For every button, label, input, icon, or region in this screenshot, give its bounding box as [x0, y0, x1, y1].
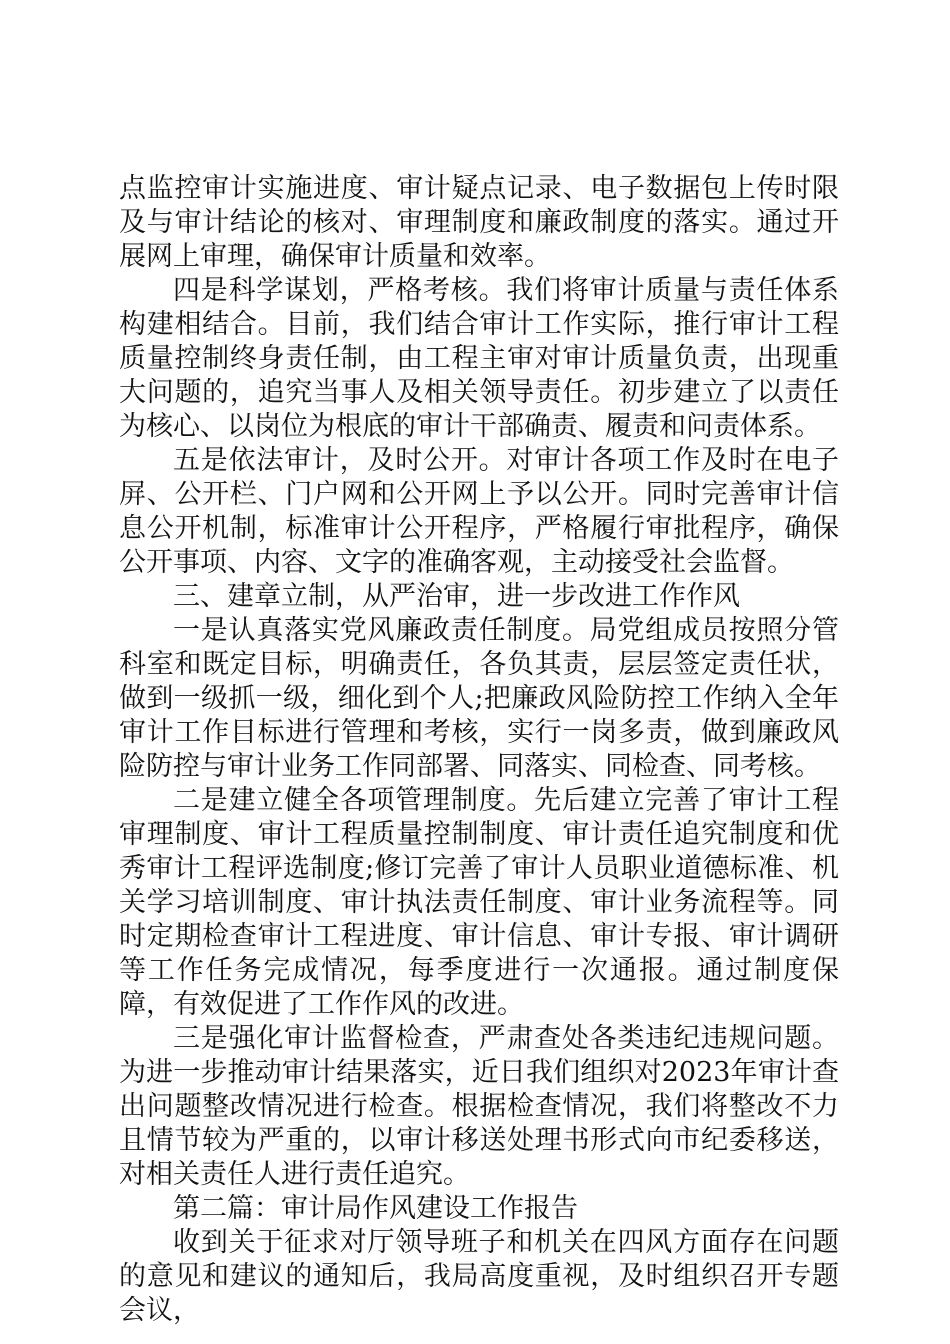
document-body	[119, 172, 839, 1328]
paragraph: 点监控审计实施进度、审计疑点记录、电子数据包上传时限及与审计结论的核对、审理制度和廉政制度的落实。通过开展网上审理，确保审计质量和效率。	[119, 173, 839, 272]
paragraph: 五是依法审计，及时公开。对审计各项工作及时在电子屏、公开栏、门户网和公开网上予以公开。同时完善审计信息公开机制，标准审计公开程序，严格履行审批程序，确保公开事项、内容、文字的准确客观，主动接受社会监督。	[119, 445, 839, 578]
paragraph: 收到关于征求对厅领导班子和机关在四风方面存在问题的意见和建议的通知后，我局高度重视，及时组织召开专题会议，	[119, 1227, 839, 1326]
paragraph: 二是建立健全各项管理制度。先后建立完善了审计工程审理制度、审计工程质量控制制度、审计责任追究制度和优秀审计工程评选制度;修订完善了审计人员职业道德标准、机关学习培训制度、审计执法责任制度、审计业务流程等。同时定期检查审计工程进度、审计信息、审计专报、审计调研等工作任务完成情况，每季度进行一次通报。通过制度保障，有效促进了工作作风的改进。	[119, 785, 839, 1020]
section-heading: 三、建章立制，从严治审，进一步改进工作作风	[173, 581, 740, 612]
paragraph: 三是强化审计监督检查，严肃查处各类违纪违规问题。为进一步推动审计结果落实，近日我们组织对2023年审计查出问题整改情况进行检查。根据检查情况，我们将整改不力且情节较为严重的，以审计移送处理书形式向市纪委移送，对相关责任人进行责任追究。	[119, 1023, 839, 1190]
paragraph: 四是科学谋划，严格考核。我们将审计质量与责任体系构建相结合。目前，我们结合审计工作实际，推行审计工程质量控制终身责任制，由工程主审对审计质量负责，出现重大问题的，追究当事人及相关领导责任。初步建立了以责任为核心、以岗位为根底的审计干部确责、履责和问责体系。	[119, 275, 839, 442]
paragraph: 一是认真落实党风廉政责任制度。局党组成员按照分管科室和既定目标，明确责任，各负其责，层层签定责任状，做到一级抓一级，细化到个人;把廉政风险防控工作纳入全年审计工作目标进行管理和考核，实行一岗多责，做到廉政风险防控与审计业务工作同部署、同落实、同检查、同考核。	[119, 615, 839, 782]
part-heading: 第二篇：审计局作风建设工作报告	[173, 1193, 578, 1224]
